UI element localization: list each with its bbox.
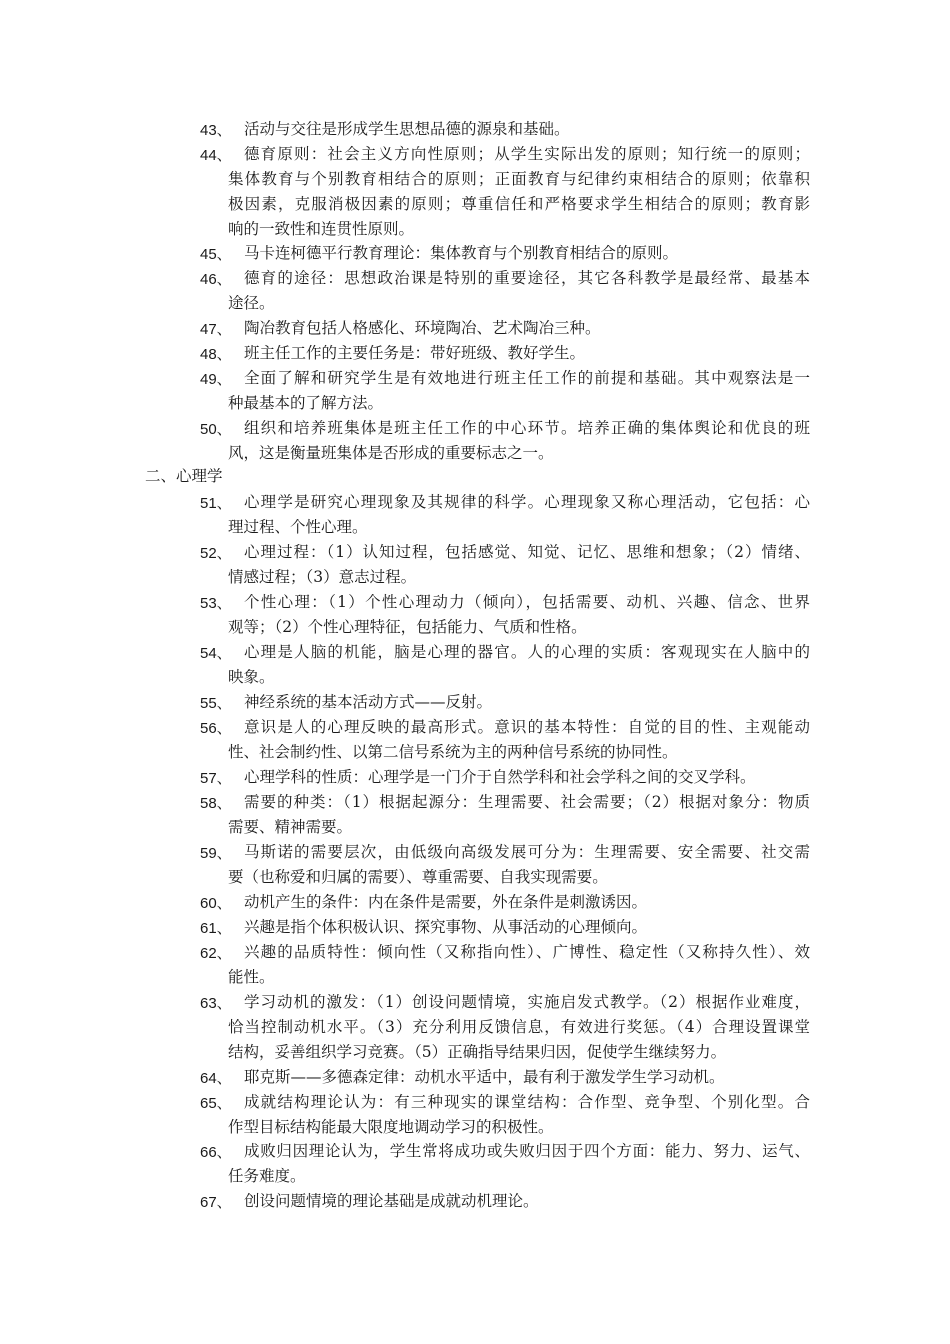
item-number: 46、	[200, 271, 232, 288]
item-text-line: 兴趣是指个体积极认识、探究事物、从事活动的心理倾向。	[244, 918, 648, 936]
item-number: 64、	[200, 1070, 232, 1087]
item-text-line: 马卡连柯德平行教育理论：集体教育与个别教育相结合的原则。	[244, 244, 679, 262]
item-number: 49、	[200, 371, 232, 388]
item-number: 52、	[200, 545, 232, 562]
item-text-line: 任务难度。	[228, 1167, 306, 1185]
item-text-line: 创设问题情境的理论基础是成就动机理论。	[244, 1192, 539, 1210]
item-number: 56、	[200, 720, 232, 737]
item-number: 63、	[200, 995, 232, 1012]
item-text-line: 需要的种类：（1）根据起源分：生理需要、社会需要；（2）根据对象分：物质	[244, 793, 810, 811]
item-number: 58、	[200, 795, 232, 812]
item-text-line: 需要、精神需要。	[228, 818, 353, 836]
item-text-line: 心理过程：（1）认知过程，包括感觉、知觉、记忆、思维和想象；（2）情绪、	[244, 543, 810, 561]
item-number: 53、	[200, 595, 232, 612]
item-text-line: 观等；（2）个性心理特征，包括能力、气质和性格。	[228, 618, 587, 636]
item-number: 59、	[200, 845, 232, 862]
item-text-line: 耶克斯——多德森定律：动机水平适中，最有利于激发学生学习动机。	[244, 1068, 725, 1086]
item-text-line: 能性。	[228, 968, 275, 986]
item-text-line: 成败归因理论认为，学生常将成功或失败归因于四个方面：能力、努力、运气、	[244, 1142, 810, 1160]
item-text-line: 动机产生的条件：内在条件是需要，外在条件是刺激诱因。	[244, 893, 648, 911]
item-number: 54、	[200, 645, 232, 662]
item-number: 67、	[200, 1194, 232, 1211]
item-text-line: 途径。	[228, 294, 275, 312]
item-text-line: 心理是人脑的机能，脑是心理的器官。人的心理的实质：客观现实在人脑中的	[244, 643, 810, 661]
item-text-line: 成就结构理论认为：有三种现实的课堂结构：合作型、竞争型、个别化型。合	[244, 1093, 810, 1111]
item-number: 51、	[200, 495, 232, 512]
item-text-line: 理过程、个性心理。	[228, 518, 368, 536]
item-text-line: 马斯诺的需要层次，由低级向高级发展可分为：生理需要、安全需要、社交需	[244, 843, 810, 861]
item-text-line: 极因素，克服消极因素的原则；尊重信任和严格要求学生相结合的原则；教育影	[228, 195, 810, 213]
item-text-line: 班主任工作的主要任务是：带好班级、教好学生。	[244, 344, 586, 362]
item-number: 48、	[200, 346, 232, 363]
item-number: 44、	[200, 147, 232, 164]
section-heading: 二、心理学	[145, 467, 223, 485]
item-number: 61、	[200, 920, 232, 937]
item-number: 65、	[200, 1095, 232, 1112]
item-text-line: 恰当控制动机水平。（3）充分利用反馈信息，有效进行奖惩。（4）合理设置课堂	[228, 1018, 810, 1036]
item-text-line: 意识是人的心理反映的最高形式。意识的基本特性：自觉的目的性、主观能动	[244, 718, 810, 736]
item-text-line: 活动与交往是形成学生思想品德的源泉和基础。	[244, 120, 570, 138]
item-number: 47、	[200, 321, 232, 338]
item-text-line: 陶冶教育包括人格感化、环境陶冶、艺术陶冶三种。	[244, 319, 601, 337]
item-number: 45、	[200, 246, 232, 263]
item-text-line: 结构，妥善组织学习竞赛。（5）正确指导结果归因，促使学生继续努力。	[228, 1043, 727, 1061]
item-text-line: 组织和培养班集体是班主任工作的中心环节。培养正确的集体舆论和优良的班	[244, 419, 810, 437]
item-text-line: 情感过程；（3）意志过程。	[228, 568, 417, 586]
item-number: 57、	[200, 770, 232, 787]
item-text-line: 心理学科的性质：心理学是一门介于自然学科和社会学科之间的交叉学科。	[244, 768, 756, 786]
item-number: 43、	[200, 122, 232, 139]
item-number: 66、	[200, 1144, 232, 1161]
item-text-line: 个性心理：（1）个性心理动力（倾向），包括需要、动机、兴趣、信念、世界	[244, 593, 810, 611]
item-text-line: 要（也称爱和归属的需要）、尊重需要、自我实现需要。	[228, 868, 608, 886]
item-text-line: 集体教育与个别教育相结合的原则；正面教育与纪律约束相结合的原则；依靠积	[228, 170, 810, 188]
item-text-line: 兴趣的品质特性：倾向性（又称指向性）、广博性、稳定性（又称持久性）、效	[244, 943, 810, 961]
item-text-line: 性、社会制约性、以第二信号系统为主的两种信号系统的协同性。	[228, 743, 678, 761]
item-number: 62、	[200, 945, 232, 962]
item-text-line: 响的一致性和连贯性原则。	[228, 220, 415, 238]
item-text-line: 学习动机的激发：（1）创设问题情境，实施启发式教学。（2）根据作业难度，	[244, 993, 810, 1011]
item-number: 55、	[200, 695, 232, 712]
item-text-line: 神经系统的基本活动方式——反射。	[244, 693, 493, 711]
item-text-line: 风，这是衡量班集体是否形成的重要标志之一。	[228, 444, 554, 462]
item-text-line: 心理学是研究心理现象及其规律的科学。心理现象又称心理活动，它包括：心	[244, 493, 810, 511]
item-number: 50、	[200, 421, 232, 438]
item-text-line: 作型目标结构能最大限度地调动学习的积极性。	[228, 1118, 554, 1136]
item-text-line: 映象。	[228, 668, 275, 686]
item-text-line: 全面了解和研究学生是有效地进行班主任工作的前提和基础。其中观察法是一	[244, 369, 810, 387]
item-number: 60、	[200, 895, 232, 912]
item-text-line: 德育原则：社会主义方向性原则；从学生实际出发的原则；知行统一的原则；	[244, 145, 810, 163]
item-text-line: 种最基本的了解方法。	[228, 394, 384, 412]
item-text-line: 德育的途径：思想政治课是特别的重要途径，其它各科教学是最经常、最基本	[244, 269, 810, 287]
